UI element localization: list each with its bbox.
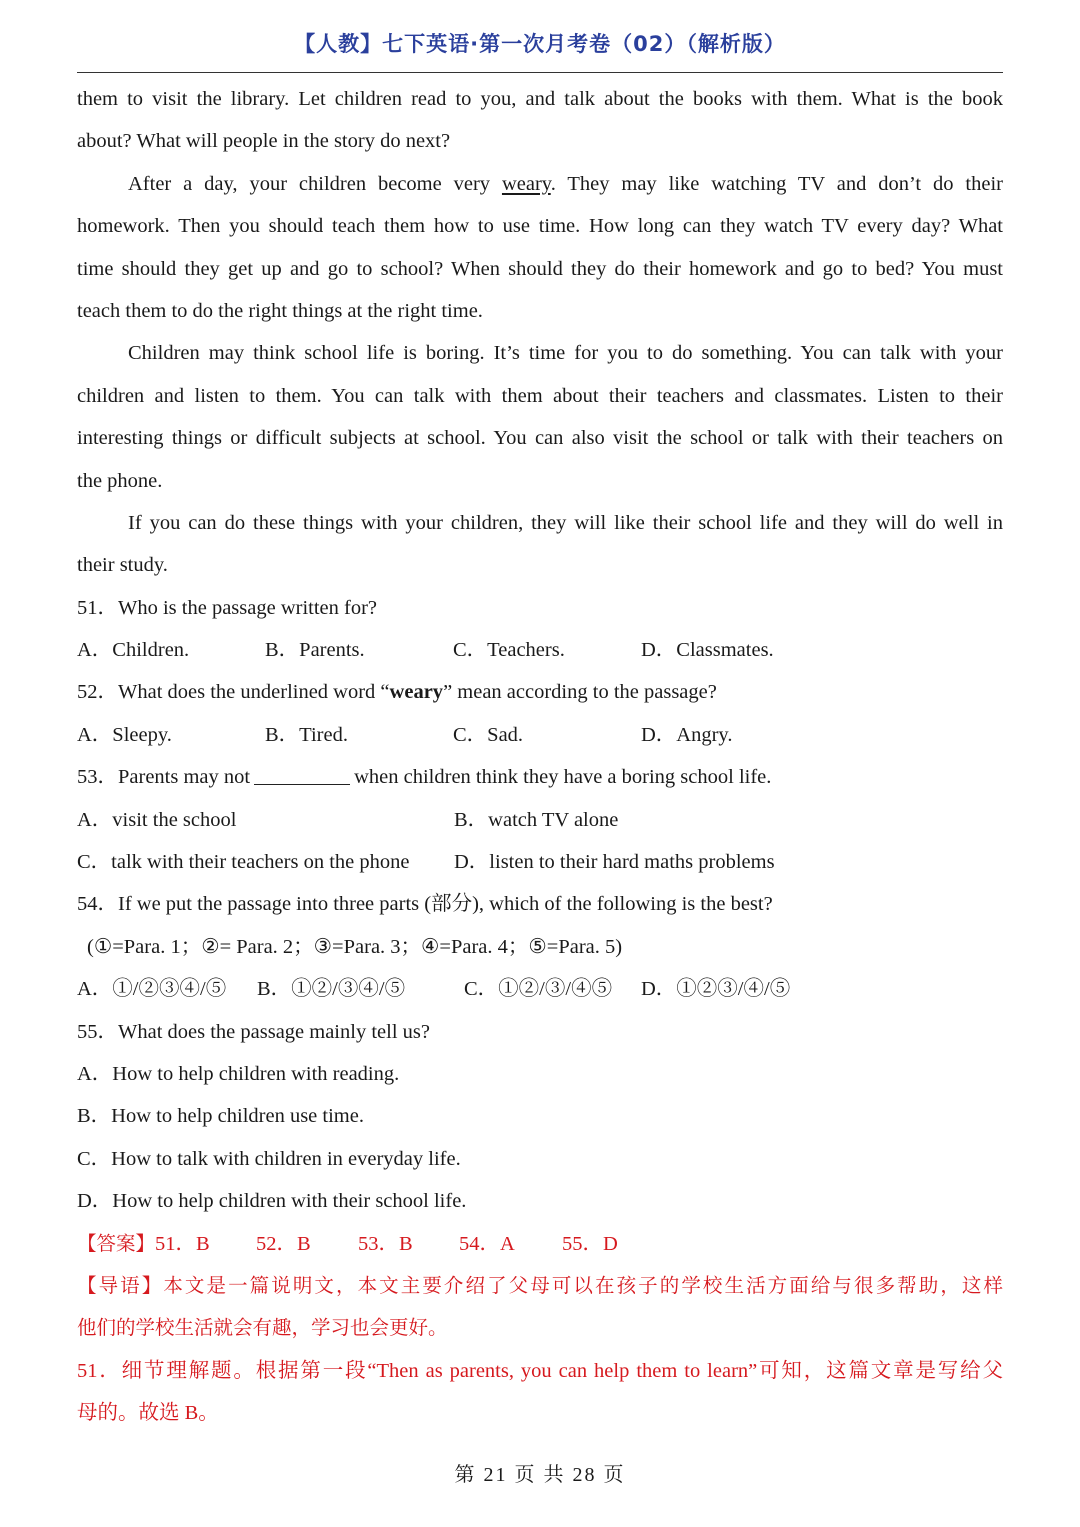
document-body — [77, 78, 1003, 1435]
passage-line: time should they get up and go to school? When should they do their homework and go to bed? You must — [77, 257, 1003, 280]
option-a: A．Sleepy. — [77, 723, 172, 746]
option-c: C．How to talk with children in everyday life. — [77, 1147, 461, 1170]
option-a: A．visit the school — [77, 808, 237, 831]
passage-line: If you can do these things with your children, they will like their school life and they will do well in — [128, 511, 1003, 534]
passage-line: teach them to do the right things at the right time. — [77, 299, 483, 322]
text-span: ” mean according to the passage? — [443, 681, 717, 704]
answer-item: 55．D — [562, 1232, 618, 1255]
option-a: A．How to help children with reading. — [77, 1062, 400, 1085]
option-b: B．How to help children use time. — [77, 1105, 364, 1128]
guide-line: 他们的学校生活就会有趣，学习也会更好。 — [77, 1316, 448, 1340]
question-54-stem: 54．If we put the passage into three parts (部分), which of the following is the best? — [77, 893, 773, 916]
text-span: 53．Parents may not — [77, 766, 251, 789]
option-c: C．①②/③/④⑤ — [464, 978, 613, 1001]
question-51-options — [77, 629, 1003, 671]
option-b: B．Tired. — [265, 723, 348, 746]
page-number: 第 21 页 共 28 页 — [454, 1464, 626, 1486]
question-52-stem — [77, 671, 1003, 713]
question-52-options — [77, 714, 1003, 756]
option-a: A．①/②③④/⑤ — [77, 978, 227, 1001]
page-header-title: 【人教】七下英语·第一次月考卷（02）（解析版） — [294, 32, 786, 56]
text-span: 52．What does the underlined word “ — [77, 681, 390, 704]
answer-key — [77, 1223, 1003, 1265]
passage-line: their study. — [77, 554, 168, 577]
explanation-51-line: 51．细节理解题。根据第一段“Then as parents, you can help them to learn”可知，这篇文章是写给父 — [77, 1359, 1003, 1382]
passage-line: them to visit the library. Let children read to you, and talk about the books with them. What is the book — [77, 88, 1003, 110]
passage-line: Children may think school life is boring. It’s time for you to do something. You can talk with your — [128, 342, 1003, 365]
option-c: C．talk with their teachers on the phone — [77, 851, 410, 874]
option-c: C．Sad. — [453, 723, 524, 746]
answer-item: 51．B — [155, 1232, 210, 1255]
passage-line — [77, 163, 1003, 205]
passage-line: children and listen to them. You can talk with them about their teachers and classmates. Listen to their — [77, 384, 1003, 407]
option-d: D．Classmates. — [641, 639, 774, 662]
passage-line: homework. Then you should teach them how to use time. How long can they watch TV every day? What — [77, 215, 1003, 238]
option-d: D．listen to their hard maths problems — [454, 851, 775, 874]
option-d: D．Angry. — [641, 723, 733, 746]
option-a: A．Children. — [77, 639, 190, 662]
option-b: B．watch TV alone — [454, 808, 619, 831]
text-span: After a day, your children become very — [128, 172, 491, 195]
option-c: C．Teachers. — [453, 639, 565, 662]
option-d: D．How to help children with their school life. — [77, 1190, 467, 1213]
answer-item: 53．B — [358, 1232, 413, 1255]
bold-word: weary — [389, 681, 444, 704]
underlined-word: weary — [501, 172, 551, 195]
question-53-stem — [77, 756, 1003, 798]
question-51-stem: 51．Who is the passage written for? — [77, 596, 378, 619]
header-divider — [77, 72, 1003, 73]
answer-item: 52．B — [256, 1232, 311, 1255]
guide-line: 【导语】本文是一篇说明文，本文主要介绍了父母可以在孩子的学校生活方面给与很多帮助，这样 — [77, 1273, 1003, 1297]
passage-line: the phone. — [77, 469, 163, 492]
answer-label: 【答案】 — [77, 1231, 156, 1255]
passage-line: about? What will people in the story do next? — [77, 130, 451, 153]
option-d: D．①②③/④/⑤ — [641, 978, 791, 1001]
text-span: when children think they have a boring school life. — [354, 766, 772, 789]
answer-item: 54．A — [459, 1232, 515, 1255]
question-53-options-row2 — [77, 841, 1003, 883]
question-55-stem: 55．What does the passage mainly tell us? — [77, 1020, 430, 1043]
question-54-key: (①=Para. 1；②= Para. 2；③=Para. 3；④=Para. 4；⑤=Para. 5) — [87, 935, 623, 958]
answer-blank — [254, 764, 350, 785]
passage-line: interesting things or difficult subjects at school. You can also visit the school or talk with their teachers on — [77, 427, 1003, 450]
option-b: B．Parents. — [265, 639, 365, 662]
option-b: B．①②/③④/⑤ — [257, 978, 406, 1001]
question-54-options — [77, 968, 1003, 1010]
explanation-51-line: 母的。故选 B。 — [77, 1402, 219, 1425]
question-53-options-row1 — [77, 799, 1003, 841]
text-span: . They may like watching TV and don’t do their — [550, 172, 1003, 195]
